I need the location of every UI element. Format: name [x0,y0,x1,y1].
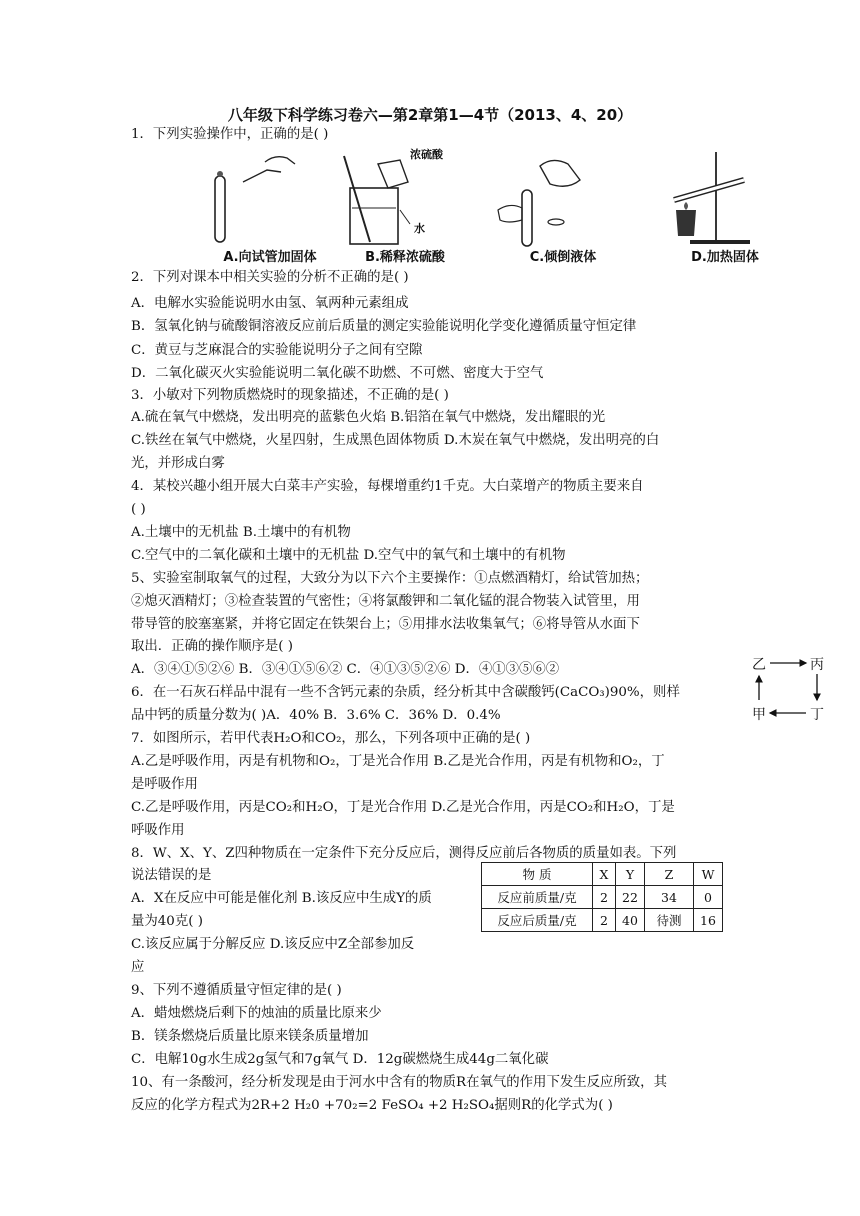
question-8-line-2: 说法错误的是 [131,868,212,883]
table-cell: 22 [616,886,645,909]
question-7: 7．如图所示，若甲代表H₂O和CO₂，那么，下列各项中正确的是( ) [131,731,531,746]
cycle-arrows-icon [750,654,830,724]
question-10: 10、有一条酸河，经分析发现是由于河水中含有的物质R在氧气的作用下发生反应所致，其 [131,1075,667,1090]
question-5-options: A．③④①⑤②⑥ B．③④①⑤⑥② C．④①③⑤②⑥ D．④①③⑤⑥② [131,662,560,677]
acid-label: 浓硫酸 [410,148,443,161]
table-row [482,909,723,932]
question-8-option-d-cont: 应 [131,960,145,975]
question-7-option-b-cont: 是呼吸作用 [131,777,198,792]
cycle-bing: 丙 [810,657,824,673]
question-3-option-d-cont: 光，并形成白雾 [131,456,225,471]
question-4-paren: ( ) [131,502,146,517]
figure-a [195,150,345,265]
question-4: 4．某校兴趣小组开展大白菜丰产实验，每棵增重约1千克。大白菜增产的物质主要来自 [131,479,644,494]
table-header-cell: X [593,863,616,886]
question-8-options-cd: C.该反应属于分解反应 D.该反应中Z全部参加反 [131,937,415,952]
question-5: 5、实验室制取氧气的过程，大致分为以下六个主要操作：①点燃酒精灯，给试管加热； [131,571,649,586]
question-8-options-ab: A．X在反应中可能是催化剂 B.该反应中生成Y的质 [131,891,432,906]
cycle-jia: 甲 [752,707,766,723]
table-cell: 2 [593,909,616,932]
figure-d-caption: D.加热固体 [691,250,759,265]
question-10-equation: 反应的化学方程式为2R+2 H₂0 +70₂=2 FeSO₄ +2 H₂SO₄据则R的化学式为( ) [131,1098,613,1113]
cycle-diagram [750,654,830,724]
question-2-option-c: C．黄豆与芝麻混合的实验能说明分子之间有空隙 [131,343,423,358]
question-2-option-d: D．二氧化碳灭火实验能说明二氧化碳不助燃、不可燃、密度大于空气 [131,366,544,381]
question-5-line-3: 带导管的胶塞塞紧，并将它固定在铁架台上；⑤用排水法收集氧气；⑥将导管从水面下 [131,617,640,632]
question-3-options-ab: A.硫在氧气中燃烧，发出明亮的蓝紫色火焰 B.铝箔在氧气中燃烧，发出耀眼的光 [131,410,606,425]
question-5-line-2: ②熄灭酒精灯；③检查装置的气密性；④将氯酸钾和二氧化锰的混合物装入试管里，用 [131,594,640,609]
table-header-cell: Z [645,863,694,886]
table-cell: 待测 [645,909,694,932]
question-2: 2．下列对课本中相关实验的分析不正确的是( ) [131,270,409,285]
figure-b-caption: B.稀释浓硫酸 [365,250,445,265]
question-6: 6．在一石灰石样品中混有一些不含钙元素的杂质，经分析其中含碳酸钙(CaCO₃)90%，则样 [131,685,680,700]
question-6-options: 品中钙的质量分数为( )A．40% B．3.6% C．36% D．0.4% [131,708,501,723]
question-5-line-4: 取出．正确的操作顺序是( ) [131,639,294,654]
table-cell: 2 [593,886,616,909]
mass-table [481,862,723,932]
cycle-yi: 乙 [752,657,766,673]
question-8: 8．W、X、Y、Z四种物质在一定条件下充分反应后，测得反应前后各物质的质量如表。下列 [131,846,677,861]
figure-c [488,150,638,265]
question-9-option-b: B．镁条燃烧后质量比原来镁条质量增加 [131,1029,369,1044]
table-header-cell: Y [616,863,645,886]
table-cell: 0 [694,886,723,909]
question-4-options-ab: A.土壤中的无机盐 B.土壤中的有机物 [131,525,351,540]
question-2-option-b: B．氢氧化钠与硫酸铜溶液反应前后质量的测定实验能说明化学变化遵循质量守恒定律 [131,319,637,334]
table-header-row [482,863,723,886]
question-3-options-cd: C.铁丝在氧气中燃烧，火星四射，生成黑色固体物质 D.木炭在氧气中燃烧，发出明亮的白 [131,433,660,448]
table-header-cell: W [694,863,723,886]
figure-d [650,150,800,265]
figure-b [330,150,480,265]
question-9: 9、下列不遵循质量守恒定律的是( ) [131,983,342,998]
table-cell: 40 [616,909,645,932]
cycle-ding: 丁 [810,707,824,723]
question-1: 1．下列实验操作中，正确的是( ) [131,127,329,142]
figure-c-caption: C.倾倒液体 [529,250,597,265]
question-7-option-d-cont: 呼吸作用 [131,823,185,838]
table-row [482,886,723,909]
question-8-option-b-cont: 量为40克( ) [131,914,203,929]
question-7-options-cd: C.乙是呼吸作用，丙是CO₂和H₂O，丁是光合作用 D.乙是光合作用，丙是CO₂和H₂O，丁是 [131,800,675,815]
table-cell: 34 [645,886,694,909]
table-cell: 16 [694,909,723,932]
table-cell: 反应前质量/克 [482,886,593,909]
question-7-options-ab: A.乙是呼吸作用，丙是有机物和O₂，丁是光合作用 B.乙是光合作用，丙是有机物和O₂，丁 [131,754,665,769]
question-9-option-a: A．蜡烛燃烧后剩下的烛油的质量比原来少 [131,1006,382,1021]
table-cell: 反应后质量/克 [482,909,593,932]
page-title: 八年级下科学练习卷六—第2章第1—4节（2013、4、20） [227,106,633,124]
question-1-figures [195,150,775,265]
question-2-option-a: A．电解水实验能说明水由氢、氧两种元素组成 [131,296,409,311]
question-9-options-cd: C．电解10g水生成2g氢气和7g氧气 D．12g碳燃烧生成44g二氧化碳 [131,1052,549,1067]
figure-a-caption: A.向试管加固体 [223,250,317,265]
table-header-cell: 物 质 [482,863,593,886]
question-4-options-cd: C.空气中的二氧化碳和土壤中的无机盐 D.空气中的氧气和土壤中的有机物 [131,548,566,563]
water-label: 水 [414,222,425,235]
question-3: 3．小敏对下列物质燃烧时的现象描述，不正确的是( ) [131,388,449,403]
